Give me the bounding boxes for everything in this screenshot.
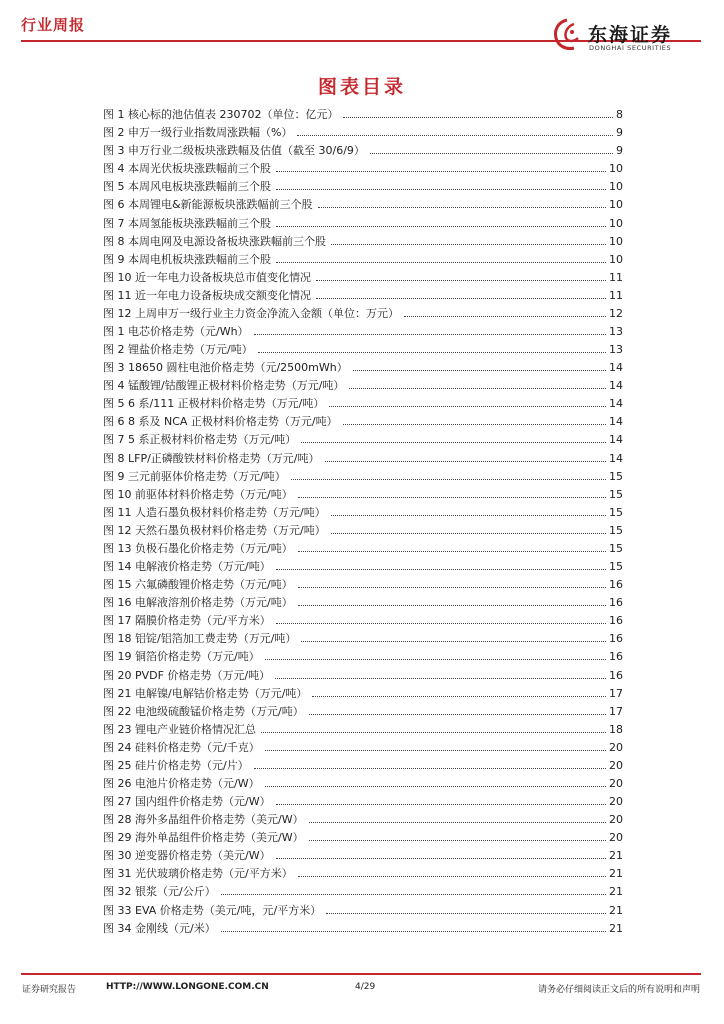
toc-leader-dots xyxy=(254,768,606,769)
toc-entry-label: 图 2 申万一级行业指数周涨跌幅（%） xyxy=(103,126,293,140)
dragon-logo-icon xyxy=(552,18,582,52)
toc-entry[interactable] xyxy=(103,790,623,808)
company-logo xyxy=(552,16,702,56)
toc-entry-label: 图 5 本周风电板块涨跌幅前三个股 xyxy=(103,180,271,194)
footer-divider xyxy=(21,973,701,975)
report-type-tag: 行业周报 xyxy=(21,16,86,34)
toc-entry-label: 图 30 逆变器价格走势（美元/W） xyxy=(103,849,271,863)
toc-entry[interactable] xyxy=(103,284,623,302)
toc-entry-page: 21 xyxy=(609,849,623,863)
toc-leader-dots xyxy=(298,605,606,606)
toc-entry-label: 图 19 铜箔价格走势（万元/吨） xyxy=(103,650,260,664)
toc-entry-label: 图 29 海外单晶组件价格走势（美元/W） xyxy=(103,831,304,845)
toc-entry-label: 图 21 电解镍/电解钴价格走势（万元/吨） xyxy=(103,686,308,700)
toc-entry[interactable] xyxy=(103,302,623,320)
toc-entry[interactable] xyxy=(103,211,623,229)
toc-entry-page: 20 xyxy=(609,831,623,845)
toc-entry-page: 10 xyxy=(609,180,623,194)
toc-leader-dots xyxy=(276,171,606,172)
toc-leader-dots xyxy=(265,659,606,660)
toc-entry-page: 13 xyxy=(609,343,623,357)
toc-leader-dots xyxy=(276,804,606,805)
toc-leader-dots xyxy=(276,569,606,570)
toc-entry[interactable] xyxy=(103,139,623,157)
logo-chinese-name: 东海证券 xyxy=(588,24,673,46)
toc-leader-dots xyxy=(276,262,606,263)
toc-entry-page: 11 xyxy=(609,288,623,302)
toc-entry[interactable] xyxy=(103,917,623,935)
toc-entry[interactable] xyxy=(103,338,623,356)
toc-entry-label: 图 24 硅料价格走势（元/千克） xyxy=(103,740,260,754)
toc-entry-page: 9 xyxy=(616,126,623,140)
toc-entry-label: 图 20 PVDF 价格走势（万元/吨） xyxy=(103,668,271,682)
toc-entry[interactable] xyxy=(103,627,623,645)
toc-entry-page: 21 xyxy=(609,903,623,917)
toc-entry-page: 20 xyxy=(609,776,623,790)
toc-entry[interactable] xyxy=(103,193,623,211)
toc-entry-label: 图 17 隔膜价格走势（元/平方米） xyxy=(103,614,271,628)
toc-leader-dots xyxy=(276,858,606,859)
toc-entry[interactable] xyxy=(103,772,623,790)
toc-entry[interactable] xyxy=(103,392,623,410)
toc-entry[interactable] xyxy=(103,446,623,464)
toc-entry-label: 图 10 近一年电力设备板块总市值变化情况 xyxy=(103,270,311,284)
toc-leader-dots xyxy=(301,641,606,642)
toc-entry[interactable] xyxy=(103,718,623,736)
toc-entry-label: 图 1 电芯价格走势（元/Wh） xyxy=(103,325,249,339)
toc-entry-label: 图 9 本周电机板块涨跌幅前三个股 xyxy=(103,252,271,266)
page-number: 4/29 xyxy=(355,982,376,992)
toc-entry-page: 15 xyxy=(609,541,623,555)
toc-entry-label: 图 9 三元前驱体价格走势（万元/吨） xyxy=(103,469,286,483)
toc-entry-page: 14 xyxy=(609,379,623,393)
toc-entry[interactable] xyxy=(103,230,623,248)
toc-leader-dots xyxy=(309,714,606,715)
toc-entry-label: 图 31 光伏玻璃价格走势（元/平方米） xyxy=(103,867,293,881)
toc-entry-page: 15 xyxy=(609,523,623,537)
toc-entry-page: 18 xyxy=(609,722,623,736)
toc-entry[interactable] xyxy=(103,519,623,537)
toc-leader-dots xyxy=(276,189,606,190)
toc-leader-dots xyxy=(353,370,606,371)
toc-leader-dots xyxy=(343,424,606,425)
toc-entry-label: 图 1 核心标的池估值表 230702（单位：亿元） xyxy=(103,108,339,122)
toc-entry-page: 12 xyxy=(609,306,623,320)
toc-entry-page: 10 xyxy=(609,216,623,230)
toc-entry-label: 图 8 本周电网及电源设备板块涨跌幅前三个股 xyxy=(103,234,326,248)
toc-entry[interactable] xyxy=(103,320,623,338)
toc-entry-page: 20 xyxy=(609,795,623,809)
toc-entry-page: 14 xyxy=(609,397,623,411)
toc-entry-label: 图 10 前驱体材料价格走势（万元/吨） xyxy=(103,487,293,501)
toc-entry-page: 16 xyxy=(609,614,623,628)
footer-disclaimer: 请务必仔细阅读正文后的所有说明和声明 xyxy=(537,985,700,995)
toc-entry[interactable] xyxy=(103,501,623,519)
toc-entry[interactable] xyxy=(103,862,623,880)
toc-entry-label: 图 7 5 系正极材料价格走势（万元/吨） xyxy=(103,433,297,447)
toc-leader-dots xyxy=(261,732,606,733)
toc-entry[interactable] xyxy=(103,428,623,446)
toc-leader-dots xyxy=(297,135,613,136)
toc-entry-label: 图 8 LFP/正磷酸铁材料价格走势（万元/吨） xyxy=(103,451,320,465)
toc-entry-page: 14 xyxy=(609,415,623,429)
toc-entry-page: 20 xyxy=(609,813,623,827)
toc-entry[interactable] xyxy=(103,700,623,718)
toc-entry-label: 图 3 申万行业二级板块涨跌幅及估值（截至 30/6/9） xyxy=(103,144,365,158)
toc-leader-dots xyxy=(298,876,606,877)
toc-entry-label: 图 18 铝锭/铝箔加工费走势（万元/吨） xyxy=(103,632,297,646)
toc-entry[interactable] xyxy=(103,175,623,193)
toc-entry-label: 图 13 负极石墨化价格走势（万元/吨） xyxy=(103,541,293,555)
toc-entry-label: 图 22 电池级硫酸锰价格走势（万元/吨） xyxy=(103,704,304,718)
toc-leader-dots xyxy=(309,822,606,823)
toc-entry[interactable] xyxy=(103,573,623,591)
toc-entry[interactable] xyxy=(103,736,623,754)
toc-entry-page: 10 xyxy=(609,198,623,212)
toc-leader-dots xyxy=(316,298,606,299)
toc-entry[interactable] xyxy=(103,537,623,555)
toc-entry-label: 图 12 天然石墨负极材料价格走势（万元/吨） xyxy=(103,523,326,537)
toc-entry[interactable] xyxy=(103,483,623,501)
toc-entry-page: 20 xyxy=(609,758,623,772)
toc-entry-page: 14 xyxy=(609,361,623,375)
toc-leader-dots xyxy=(318,207,606,208)
toc-entry-label: 图 11 近一年电力设备板块成交额变化情况 xyxy=(103,288,311,302)
toc-entry[interactable] xyxy=(103,555,623,573)
toc-entry-page: 8 xyxy=(616,108,623,122)
toc-entry-page: 21 xyxy=(609,885,623,899)
toc-entry[interactable] xyxy=(103,645,623,663)
toc-leader-dots xyxy=(276,623,606,624)
toc-entry-label: 图 12 上周申万一级行业主力资金净流入金额（单位：万元） xyxy=(103,306,399,320)
toc-leader-dots xyxy=(298,587,606,588)
toc-leader-dots xyxy=(326,913,606,914)
toc-entry-label: 图 14 电解液价格走势（万元/吨） xyxy=(103,560,271,574)
toc-entry[interactable] xyxy=(103,121,623,139)
toc-entry[interactable] xyxy=(103,826,623,844)
toc-entry[interactable] xyxy=(103,356,623,374)
toc-leader-dots xyxy=(312,696,606,697)
toc-entry-page: 10 xyxy=(609,252,623,266)
toc-entry-label: 图 11 人造石墨负极材料价格走势（万元/吨） xyxy=(103,505,326,519)
toc-entry-page: 20 xyxy=(609,740,623,754)
toc-entry-label: 图 6 8 系及 NCA 正极材料价格走势（万元/吨） xyxy=(103,415,338,429)
toc-entry[interactable] xyxy=(103,248,623,266)
toc-entry[interactable] xyxy=(103,682,623,700)
toc-leader-dots xyxy=(404,316,606,317)
toc-entry-page: 21 xyxy=(609,867,623,881)
toc-entry-page: 17 xyxy=(609,704,623,718)
toc-entry[interactable] xyxy=(103,591,623,609)
toc-entry-label: 图 5 6 系/111 正极材料价格走势（万元/吨） xyxy=(103,397,325,411)
toc-leader-dots xyxy=(309,840,606,841)
toc-leader-dots xyxy=(329,406,606,407)
toc-entry-page: 16 xyxy=(609,578,623,592)
toc-entry-page: 17 xyxy=(609,686,623,700)
toc-entry-page: 15 xyxy=(609,487,623,501)
toc-entry-page: 16 xyxy=(609,650,623,664)
toc-entry-label: 图 26 电池片价格走势（元/W） xyxy=(103,776,260,790)
toc-leader-dots xyxy=(370,153,613,154)
toc-entry-label: 图 2 锂盐价格走势（万元/吨） xyxy=(103,343,253,357)
toc-entry-label: 图 4 锰酸锂/钴酸锂正极材料价格走势（万元/吨） xyxy=(103,379,345,393)
toc-entry-page: 14 xyxy=(609,433,623,447)
toc-entry-page: 10 xyxy=(609,162,623,176)
toc-entry[interactable] xyxy=(103,844,623,862)
toc-entry-page: 10 xyxy=(609,234,623,248)
toc-entry[interactable] xyxy=(103,374,623,392)
toc-entry-page: 15 xyxy=(609,560,623,574)
figure-list xyxy=(103,103,623,935)
toc-leader-dots xyxy=(221,894,606,895)
toc-entry-page: 9 xyxy=(616,144,623,158)
footer-report-type: 证券研究报告 xyxy=(22,985,77,995)
toc-leader-dots xyxy=(276,226,606,227)
toc-entry-label: 图 7 本周氢能板块涨跌幅前三个股 xyxy=(103,216,271,230)
toc-leader-dots xyxy=(258,352,606,353)
footer-website-link[interactable]: HTTP://WWW.LONGONE.COM.CN xyxy=(106,982,269,992)
toc-leader-dots xyxy=(254,334,606,335)
toc-entry-label: 图 32 银浆（元/公斤） xyxy=(103,885,216,899)
toc-entry-label: 图 4 本周光伏板块涨跌幅前三个股 xyxy=(103,162,271,176)
toc-entry[interactable] xyxy=(103,898,623,916)
toc-entry[interactable] xyxy=(103,880,623,898)
toc-leader-dots xyxy=(291,479,606,480)
toc-entry-page: 14 xyxy=(609,451,623,465)
toc-entry-page: 16 xyxy=(609,668,623,682)
toc-entry-label: 图 25 硅片价格走势（元/片） xyxy=(103,758,249,772)
toc-leader-dots xyxy=(221,931,606,932)
toc-entry[interactable] xyxy=(103,410,623,428)
toc-entry[interactable] xyxy=(103,103,623,121)
toc-leader-dots xyxy=(275,678,606,679)
toc-entry-label: 图 3 18650 圆柱电池价格走势（元/2500mWh） xyxy=(103,361,348,375)
toc-leader-dots xyxy=(265,786,606,787)
toc-leader-dots xyxy=(298,497,606,498)
toc-entry-label: 图 33 EVA 价格走势（美元/吨，元/平方米） xyxy=(103,903,322,917)
toc-entry[interactable] xyxy=(103,663,623,681)
toc-entry-label: 图 28 海外多晶组件价格走势（美元/W） xyxy=(103,813,304,827)
toc-entry[interactable] xyxy=(103,266,623,284)
toc-entry-label: 图 16 电解液溶剂价格走势（万元/吨） xyxy=(103,596,293,610)
toc-entry[interactable] xyxy=(103,609,623,627)
toc-leader-dots xyxy=(298,551,606,552)
toc-leader-dots xyxy=(349,388,606,389)
toc-entry-page: 11 xyxy=(609,270,623,284)
toc-entry-page: 15 xyxy=(609,505,623,519)
toc-entry[interactable] xyxy=(103,465,623,483)
toc-entry[interactable] xyxy=(103,808,623,826)
toc-entry-page: 16 xyxy=(609,596,623,610)
toc-leader-dots xyxy=(316,280,606,281)
toc-entry-label: 图 23 锂电产业链价格情况汇总 xyxy=(103,722,256,736)
toc-entry-label: 图 34 金刚线（元/米） xyxy=(103,921,216,935)
toc-leader-dots xyxy=(301,442,606,443)
toc-entry-page: 15 xyxy=(609,469,623,483)
toc-entry-label: 图 27 国内组件价格走势（元/W） xyxy=(103,795,271,809)
toc-leader-dots xyxy=(265,750,606,751)
toc-leader-dots xyxy=(331,533,606,534)
toc-leader-dots xyxy=(325,461,607,462)
toc-entry[interactable] xyxy=(103,157,623,175)
toc-leader-dots xyxy=(331,515,606,516)
toc-entry-label: 图 6 本周锂电&新能源板块涨跌幅前三个股 xyxy=(103,198,313,212)
toc-entry-page: 16 xyxy=(609,632,623,646)
toc-entry-page: 13 xyxy=(609,325,623,339)
logo-english-name: DONGHAI SECURITIES xyxy=(589,44,672,52)
toc-entry[interactable] xyxy=(103,754,623,772)
toc-leader-dots xyxy=(331,244,606,245)
toc-entry-label: 图 15 六氟磷酸锂价格走势（万元/吨） xyxy=(103,578,293,592)
toc-entry-page: 21 xyxy=(609,921,623,935)
toc-leader-dots xyxy=(343,117,613,118)
page-title: 图表目录 xyxy=(317,76,406,98)
